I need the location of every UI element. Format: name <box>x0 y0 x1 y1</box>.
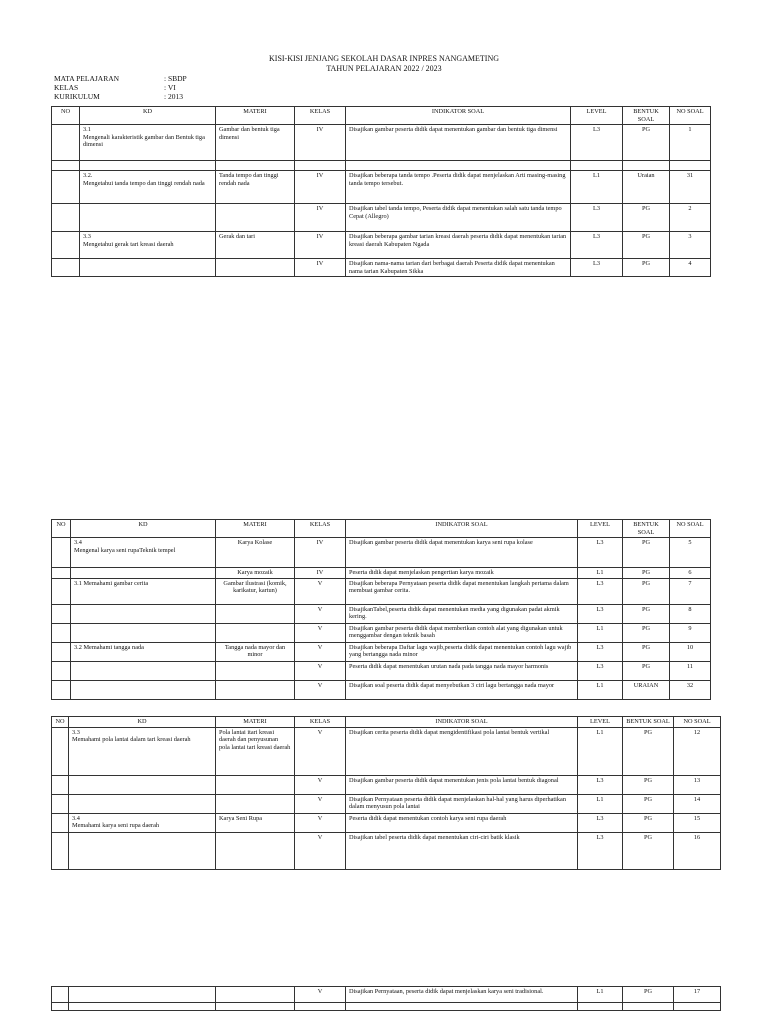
cell-no <box>52 171 80 204</box>
cell-indikator: Disajikan gambar peserta didik dapat menentukan jenis pola lantai bentuk diagonal <box>346 775 578 794</box>
cell-level: L1 <box>578 987 623 1003</box>
cell-indikator: Disajikan gambar peserta didik dapat memberikan contoh alat yang digunakan untuk menggambar dengan teknik basah <box>346 623 578 642</box>
cell-nosoal: 7 <box>670 578 711 604</box>
cell-level: L3 <box>578 604 623 623</box>
cell-kd: 3.3 Mengetahui gerak tari kreasi daerah <box>80 232 216 259</box>
table-row <box>52 171 711 204</box>
cell-materi <box>216 832 295 869</box>
cell-kd <box>71 661 216 680</box>
table-row <box>52 727 721 775</box>
cell-kelas <box>295 161 346 171</box>
cell-indikator <box>346 161 571 171</box>
cell-level: L3 <box>578 813 623 832</box>
cell-kelas <box>295 1003 346 1011</box>
cell-bentuk: PG <box>623 661 670 680</box>
cell-indikator: Disajikan gambar peserta didik dapat menentukan karya seni rupa kolase <box>346 538 578 568</box>
header-row <box>52 520 711 538</box>
meta-row: KURIKULUM : 2013 <box>54 92 183 101</box>
cell-no <box>52 642 71 661</box>
cell-bentuk: PG <box>623 813 674 832</box>
cell-indikator: Disajikan nama-nama tarian dari berbagai daerah Peserta didik dapat menentukan nama tarian Kabupaten Sikka <box>346 259 571 277</box>
table-row <box>52 775 721 794</box>
header-kelas: KELAS <box>295 107 346 125</box>
cell-bentuk: PG <box>623 204 670 232</box>
cell-indikator: Disajikan gambar peserta didik dapat menentukan gambar dan bentuk tiga dimensi <box>346 125 571 161</box>
cell-nosoal: 31 <box>670 171 711 204</box>
table-row <box>52 813 721 832</box>
cell-nosoal: 16 <box>674 832 721 869</box>
cell-kd <box>71 680 216 699</box>
cell-kelas: V <box>295 727 346 775</box>
cell-level: L1 <box>578 568 623 579</box>
cell-bentuk <box>623 161 670 171</box>
cell-materi <box>216 604 295 623</box>
kisi-table-1 <box>51 106 711 277</box>
cell-kelas: IV <box>295 232 346 259</box>
header-kelas: KELAS <box>295 717 346 728</box>
table-row <box>52 232 711 259</box>
kisi-table-3 <box>51 716 721 870</box>
cell-nosoal: 5 <box>670 538 711 568</box>
table-row <box>52 538 711 568</box>
cell-level: L1 <box>578 727 623 775</box>
cell-nosoal <box>674 1003 721 1011</box>
cell-kd <box>71 623 216 642</box>
cell-no <box>52 661 71 680</box>
cell-level: L1 <box>578 623 623 642</box>
table-row <box>52 794 721 813</box>
cell-bentuk: PG <box>623 125 670 161</box>
cell-nosoal: 13 <box>674 775 721 794</box>
header-indikator: INDIKATOR SOAL <box>346 520 578 538</box>
header-no: NO <box>52 520 71 538</box>
document-title <box>0 54 768 74</box>
cell-nosoal: 4 <box>670 259 711 277</box>
cell-indikator <box>346 1003 578 1011</box>
cell-bentuk: PG <box>623 987 674 1003</box>
cell-kd: 3.4 Memahami karya seni rupa daerah <box>69 813 216 832</box>
cell-nosoal: 12 <box>674 727 721 775</box>
header-kd: KD <box>69 717 216 728</box>
cell-level: L3 <box>578 775 623 794</box>
cell-nosoal: 15 <box>674 813 721 832</box>
cell-bentuk: URAIAN <box>623 680 670 699</box>
cell-nosoal: 17 <box>674 987 721 1003</box>
cell-level: L3 <box>571 204 623 232</box>
cell-level: L3 <box>578 538 623 568</box>
cell-kd <box>71 604 216 623</box>
cell-nosoal: 11 <box>670 661 711 680</box>
header-materi: MATERI <box>216 107 295 125</box>
cell-materi: Karya Seni Rupa <box>216 813 295 832</box>
table-row <box>52 568 711 579</box>
cell-indikator: Disajikan beberapa Pernyataan peserta didik dapat menentukan langkah pertama dalam membuat gambar cerita. <box>346 578 578 604</box>
cell-kd <box>69 1003 216 1011</box>
header-row <box>52 107 711 125</box>
cell-no <box>52 727 69 775</box>
table-row <box>52 642 711 661</box>
header-level: LEVEL <box>571 107 623 125</box>
cell-level: L1 <box>578 680 623 699</box>
cell-no <box>52 1003 69 1011</box>
cell-no <box>52 161 80 171</box>
cell-bentuk <box>623 1003 674 1011</box>
cell-indikator: Disajikan tabel peserta didik dapat menentukan ciri-ciri batik klasik <box>346 832 578 869</box>
header-nosoal: NO SOAL <box>670 107 711 125</box>
cell-nosoal: 8 <box>670 604 711 623</box>
cell-kd <box>69 775 216 794</box>
cell-kelas: V <box>295 623 346 642</box>
cell-indikator: Disajikan beberapa tanda tempo .Peserta didik dapat menjelaskan Arti masing-masing tanda tempo tersebut. <box>346 171 571 204</box>
cell-kelas: IV <box>295 568 346 579</box>
cell-nosoal: 14 <box>674 794 721 813</box>
cell-bentuk: PG <box>623 568 670 579</box>
cell-nosoal: 1 <box>670 125 711 161</box>
cell-no <box>52 680 71 699</box>
cell-no <box>52 775 69 794</box>
cell-materi <box>216 259 295 277</box>
cell-kelas: V <box>295 661 346 680</box>
cell-kd <box>71 568 216 579</box>
cell-kd: 3.4 Mengenal karya seni rupaTeknik tempel <box>71 538 216 568</box>
table-row <box>52 832 721 869</box>
cell-materi <box>216 623 295 642</box>
cell-materi <box>216 161 295 171</box>
table-row <box>52 623 711 642</box>
table-row <box>52 661 711 680</box>
cell-no <box>52 987 69 1003</box>
cell-materi <box>216 680 295 699</box>
cell-bentuk: PG <box>623 232 670 259</box>
cell-level: L1 <box>578 794 623 813</box>
cell-kelas: V <box>295 832 346 869</box>
cell-bentuk: PG <box>623 642 670 661</box>
header-level: LEVEL <box>578 520 623 538</box>
cell-kelas: V <box>295 604 346 623</box>
header-indikator: INDIKATOR SOAL <box>346 717 578 728</box>
table-row <box>52 578 711 604</box>
cell-indikator: Disajikan cerita peserta didik dapat mengidentifikasi pola lantai bentuk vertikal <box>346 727 578 775</box>
header-no: NO <box>52 717 69 728</box>
cell-kelas: V <box>295 813 346 832</box>
cell-no <box>52 794 69 813</box>
table-row <box>52 125 711 161</box>
cell-kd <box>80 259 216 277</box>
header-materi: MATERI <box>216 520 295 538</box>
cell-level: L3 <box>578 832 623 869</box>
table-row <box>52 161 711 171</box>
header-kd: KD <box>71 520 216 538</box>
cell-nosoal: 9 <box>670 623 711 642</box>
cell-kd: 3.1 Mengenali karakteristik gambar dan Bentuk tiga dimensi <box>80 125 216 161</box>
cell-indikator: Disajikan Pernyataan, peserta didik dapat menjelaskan karya seni tradisional. <box>346 987 578 1003</box>
cell-kd: 3.3 Memahami pola lantai dalam tari kreasi daerah <box>69 727 216 775</box>
cell-indikator: Peserta didik dapat menentukan contoh karya seni rupa daerah <box>346 813 578 832</box>
cell-level: L1 <box>571 171 623 204</box>
cell-nosoal: 10 <box>670 642 711 661</box>
cell-no <box>52 568 71 579</box>
cell-bentuk: PG <box>623 832 674 869</box>
kisi-table-4 <box>51 986 721 1011</box>
cell-kd <box>80 161 216 171</box>
cell-nosoal: 2 <box>670 204 711 232</box>
cell-bentuk: PG <box>623 775 674 794</box>
cell-indikator: Disajikan beberapa Daftar lagu wajib,peserta didik dapat menentukan contoh lagu wajib yang bertangga nada minor <box>346 642 578 661</box>
table-row <box>52 259 711 277</box>
header-materi: MATERI <box>216 717 295 728</box>
meta-row: MATA PELAJARAN : SBDP <box>54 74 187 83</box>
cell-no <box>52 604 71 623</box>
cell-indikator: Peserta didik dapat menentukan urutan nada pada tangga nada mayor harmonis <box>346 661 578 680</box>
cell-level: L3 <box>571 125 623 161</box>
header-nosoal: NO SOAL <box>670 520 711 538</box>
cell-materi: Tanda tempo dan tinggi rendah nada <box>216 171 295 204</box>
cell-materi: Karya Kolase <box>216 538 295 568</box>
cell-indikator: Disajikan beberapa gambar tarian kreasi daerah peserta didik dapat menentukan tarian kreasi daerah Kabupaten Ngada <box>346 232 571 259</box>
cell-kelas: V <box>295 987 346 1003</box>
cell-kelas: IV <box>295 171 346 204</box>
cell-indikator: Disajikan tabel tanda tempo, Peserta didik dapat menentukan salah satu tanda tempo Cepat (Allegro) <box>346 204 571 232</box>
cell-level: L3 <box>578 661 623 680</box>
cell-kelas: V <box>295 578 346 604</box>
cell-materi <box>216 1003 295 1011</box>
cell-materi <box>216 987 295 1003</box>
cell-indikator: DisajikanTabel,peserta didik dapat menentukan media yang digunakan padat akmik kering. <box>346 604 578 623</box>
table-row <box>52 1003 721 1011</box>
cell-materi: Pola lantai itari kreasi daerah dan penyusunan pola lantai tari kreasi daerah <box>216 727 295 775</box>
cell-no <box>52 259 80 277</box>
cell-no <box>52 578 71 604</box>
cell-nosoal <box>670 161 711 171</box>
header-row <box>52 717 721 728</box>
cell-materi <box>216 775 295 794</box>
title-line-1: KISI-KISI JENJANG SEKOLAH DASAR INPRES NANGAMETING <box>269 54 499 63</box>
cell-bentuk: PG <box>623 727 674 775</box>
cell-kelas: V <box>295 775 346 794</box>
header-nosoal: NO SOAL <box>674 717 721 728</box>
cell-materi <box>216 204 295 232</box>
cell-nosoal: 6 <box>670 568 711 579</box>
cell-indikator: Peserta didik dapat menjelaskan pengertian karya mozaik <box>346 568 578 579</box>
cell-no <box>52 813 69 832</box>
cell-materi: Tangga nada mayor dan minor <box>216 642 295 661</box>
cell-level: L3 <box>578 578 623 604</box>
cell-kelas: V <box>295 642 346 661</box>
cell-kd <box>69 832 216 869</box>
cell-no <box>52 538 71 568</box>
header-kelas: KELAS <box>295 520 346 538</box>
header-level: LEVEL <box>578 717 623 728</box>
cell-bentuk: PG <box>623 259 670 277</box>
cell-no <box>52 623 71 642</box>
cell-bentuk: PG <box>623 623 670 642</box>
title-line-2: TAHUN PELAJARAN 2022 / 2023 <box>326 64 442 73</box>
cell-level: L3 <box>571 259 623 277</box>
table-row <box>52 987 721 1003</box>
cell-kd <box>80 204 216 232</box>
cell-indikator: Disajikan Pernyataan peserta didik dapat menjelaskan hal-hal yang harus diperhatikan dalam menyusun pola lantai <box>346 794 578 813</box>
cell-kelas: V <box>295 794 346 813</box>
table-row <box>52 204 711 232</box>
cell-level <box>571 161 623 171</box>
table-row <box>52 680 711 699</box>
cell-level: L3 <box>571 232 623 259</box>
cell-bentuk: PG <box>623 794 674 813</box>
cell-indikator: Disajikan soal peserta didik dapat menyebutkan 3 ciri lagu bertangga nada mayor <box>346 680 578 699</box>
cell-bentuk: PG <box>623 604 670 623</box>
table-row <box>52 604 711 623</box>
kisi-table-2 <box>51 519 711 700</box>
cell-level <box>578 1003 623 1011</box>
header-indikator: INDIKATOR SOAL <box>346 107 571 125</box>
header-bentuk: BENTUK SOAL <box>623 520 670 538</box>
cell-kd: 3.2. Mengetahui tanda tempo dan tinggi rendah nada <box>80 171 216 204</box>
cell-kelas: IV <box>295 204 346 232</box>
header-kd: KD <box>80 107 216 125</box>
cell-materi: Gambar dan bentuk tiga dimensi <box>216 125 295 161</box>
cell-no <box>52 125 80 161</box>
cell-materi: Gambar ilustrasi (komik, karikatur, kartun) <box>216 578 295 604</box>
cell-bentuk: PG <box>623 538 670 568</box>
header-bentuk: BENTUK SOAL <box>623 107 670 125</box>
header-no: NO <box>52 107 80 125</box>
cell-kelas: IV <box>295 125 346 161</box>
cell-kelas: IV <box>295 259 346 277</box>
header-bentuk: BENTUK SOAL <box>623 717 674 728</box>
cell-no <box>52 232 80 259</box>
cell-materi <box>216 794 295 813</box>
cell-level: L3 <box>578 642 623 661</box>
cell-materi: Gerak dan tari <box>216 232 295 259</box>
cell-nosoal: 32 <box>670 680 711 699</box>
cell-kd: 3.1 Memahami gambar cerita <box>71 578 216 604</box>
cell-materi <box>216 661 295 680</box>
cell-kd <box>69 987 216 1003</box>
cell-kelas: V <box>295 680 346 699</box>
cell-bentuk: PG <box>623 578 670 604</box>
cell-no <box>52 204 80 232</box>
cell-kd <box>69 794 216 813</box>
meta-block <box>54 74 187 101</box>
cell-bentuk: Uraian <box>623 171 670 204</box>
cell-materi: Karya mozaik <box>216 568 295 579</box>
cell-kd: 3.2 Memahami tangga nada <box>71 642 216 661</box>
cell-nosoal: 3 <box>670 232 711 259</box>
cell-no <box>52 832 69 869</box>
cell-kelas: IV <box>295 538 346 568</box>
meta-row: KELAS : VI <box>54 83 176 92</box>
